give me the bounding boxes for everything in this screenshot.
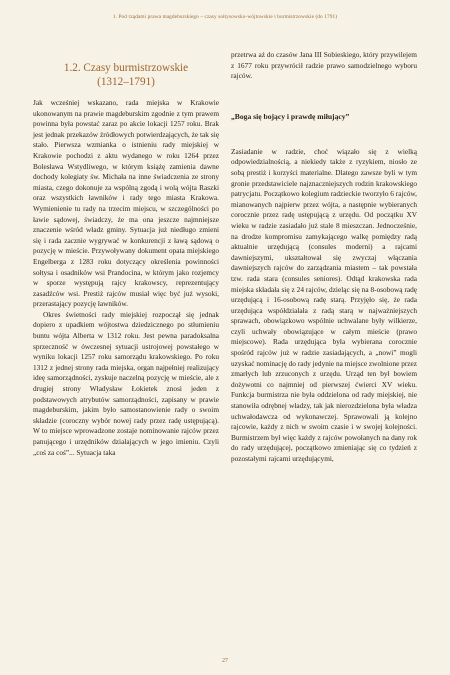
right-column	[231, 50, 417, 465]
left-text-block	[33, 98, 219, 458]
chapter-title-text: 1.2. Czasy burmistrzowskie	[63, 62, 189, 74]
left-column	[33, 54, 219, 458]
paragraph: Zasiadanie w radzie, choć wiązało się z wielką odpowiedzialnością, a niekiedy także z ryzykiem, niosło ze sobą prestiż i korzyści materialne. Dlatego zawsze byli w tym gronie przedstawiciele najznaczniejszych rodzin krakowskiego patrycjatu. Początkowo kolegium radzieckie tworzyło 6 rajców, mianowanych najpierw przez wójta, a następnie wybieranych corocznie przez radę ustępującą z urzędu. Od początku XV wieku w radzie zasiadało już stale 8 mieszczan. Jednocześnie, na drodze kompromisu zamykającego walkę pomiędzy radą aktualnie urzędującą (consules moderni) a rajcami dawniejszymi, ukształtował się zwyczaj włączania dawniejszych rajców do zarządzania miastem – tak powstała tzw. rada stara (consules seniores). Odtąd krakowska rada miejska składała się z 24 rajców, dzieląc się na 8-osobową radę urzędującą i 16-osobową radę starą. Przyjęło się, że rada urzędująca współdziałała z radą starą w najważniejszych sprawach, obowiązkowo wspólnie uchwalane były wilkierze, czyli uchwały obowiązujące w całym mieście (prawo miejscowe). Rada urzędująca była wybierana corocznie spośród rajców już w radzie zasiadających, a „nowi” mogli uzyskać nominację do rady jedynie na miejsce zwolnione przez zmarłych lub zrzuconych z urzędu. Urząd ten był bowiem dożywotni co najmniej od pierwszej ćwierci XV wieku. Funkcja burmistrza nie była oddzielona od rady miejskiej, nie stanowiła odrębnej władzy, tak jak nierozdzielona była władza uchwałodawcza od wykonawczej. Sprawowali ją kolejno rajcowie, każdy z nich w swoim czasie i w swojej kolejności. Burmistrzem był więc każdy z rajców powołanych na dany rok do rady urzędującej, początkowo zmieniając się co tydzień z pozostałymi rajcami urzędującymi,	[231, 146, 417, 463]
right-intro	[231, 50, 417, 82]
running-header: 1. Pod rządami prawa magdeburskiego – czasy sołtysowsko-wójtowskie i burmistrzowskie (do 1791)	[112, 14, 338, 20]
paragraph: Jak wcześniej wskazano, rada miejska w Krakowie ukonowanym na prawie magdeburskim zgodnie z tym prawem powinna była powstać zaraz po akcie lokacji 1257 roku. Brak jest jednak przekazów źródłowych potwierdzających, że tak się stało. Pierwsza wzmianka o istnieniu rady miejskiej w Krakowie pochodzi z aktu wydanego w roku 1264 przez Bolesława Wstydliwego, w którym książę zamienia dawne dochody kolegiaty św. Michała na inne świadczenia ze strony miasta, czego dokonuje za wspólną zgodą i wolą wójta Raszki oraz wszystkich ławników i rady tego miasta Krakowa. Wymienienie tu rady na trzecim miejscu, w szczególności po ławie sądowej, świadczy, że ma ona jeszcze najmniejsze znaczenie wśród władz gminy. Sytuacja już niedługo zmieni się i rada zacznie wygrywać w konkurencji z ławą sądową o pozycję w mieście. Przywoływany dokument opata miejskiego Engelberga z 1283 roku dotyczący określenia powinności sołtysa i osadników wsi Prandocina, w którym jako rozjemcy w sporze występują rajcy krakowscy, reprezentujący zasadźców wsi. Prestiż rajców musiał więc być już wysoki, przerastający pozycję ławników.	[33, 98, 219, 309]
paragraph: Okres świetności rady miejskiej rozpoczął się jednak dopiero z upadkiem wójtostwa dziedzicznego po stłumieniu buntu wójta Alberta w 1312 roku. Jest pewna paradoksalna sprzeczność w ówczesnej sytuacji ustrojowej powstałego w wyniku lokacji 1257 roku samorządu krakowskiego. Po roku 1312 z jednej strony rada miejska, organ najpełniej realizujący ideę samorządności, zyskuje naczelną pozycję w mieście, ale z drugiej strony Władysław Łokietek znosi jeden z podstawowych atrybutów samorządności, zapisany w prawie magdeburskim, jakim było samostanowienie rady o swoim składzie (coroczny wybór nowej rady przez radę ustępującą). W to miejsce wprowadzone zostaje nominowanie rajców przez panującego i urzędników działających w jego imieniu. Czyli „coś za coś”... Sytuacja taka	[33, 309, 219, 457]
paragraph: przetrwa aż do czasów Jana III Sobieskiego, który przywilejem z 1677 roku przywrócił radzie prawo samodzielnego wyboru rajców.	[231, 50, 417, 81]
chapter-title	[33, 61, 219, 89]
page-number: 27	[222, 658, 228, 664]
section-heading: „Boga się bojący i prawdę miłujący”	[231, 111, 350, 121]
chapter-years: (1312–1791)	[97, 76, 155, 88]
right-text-block	[231, 147, 417, 465]
